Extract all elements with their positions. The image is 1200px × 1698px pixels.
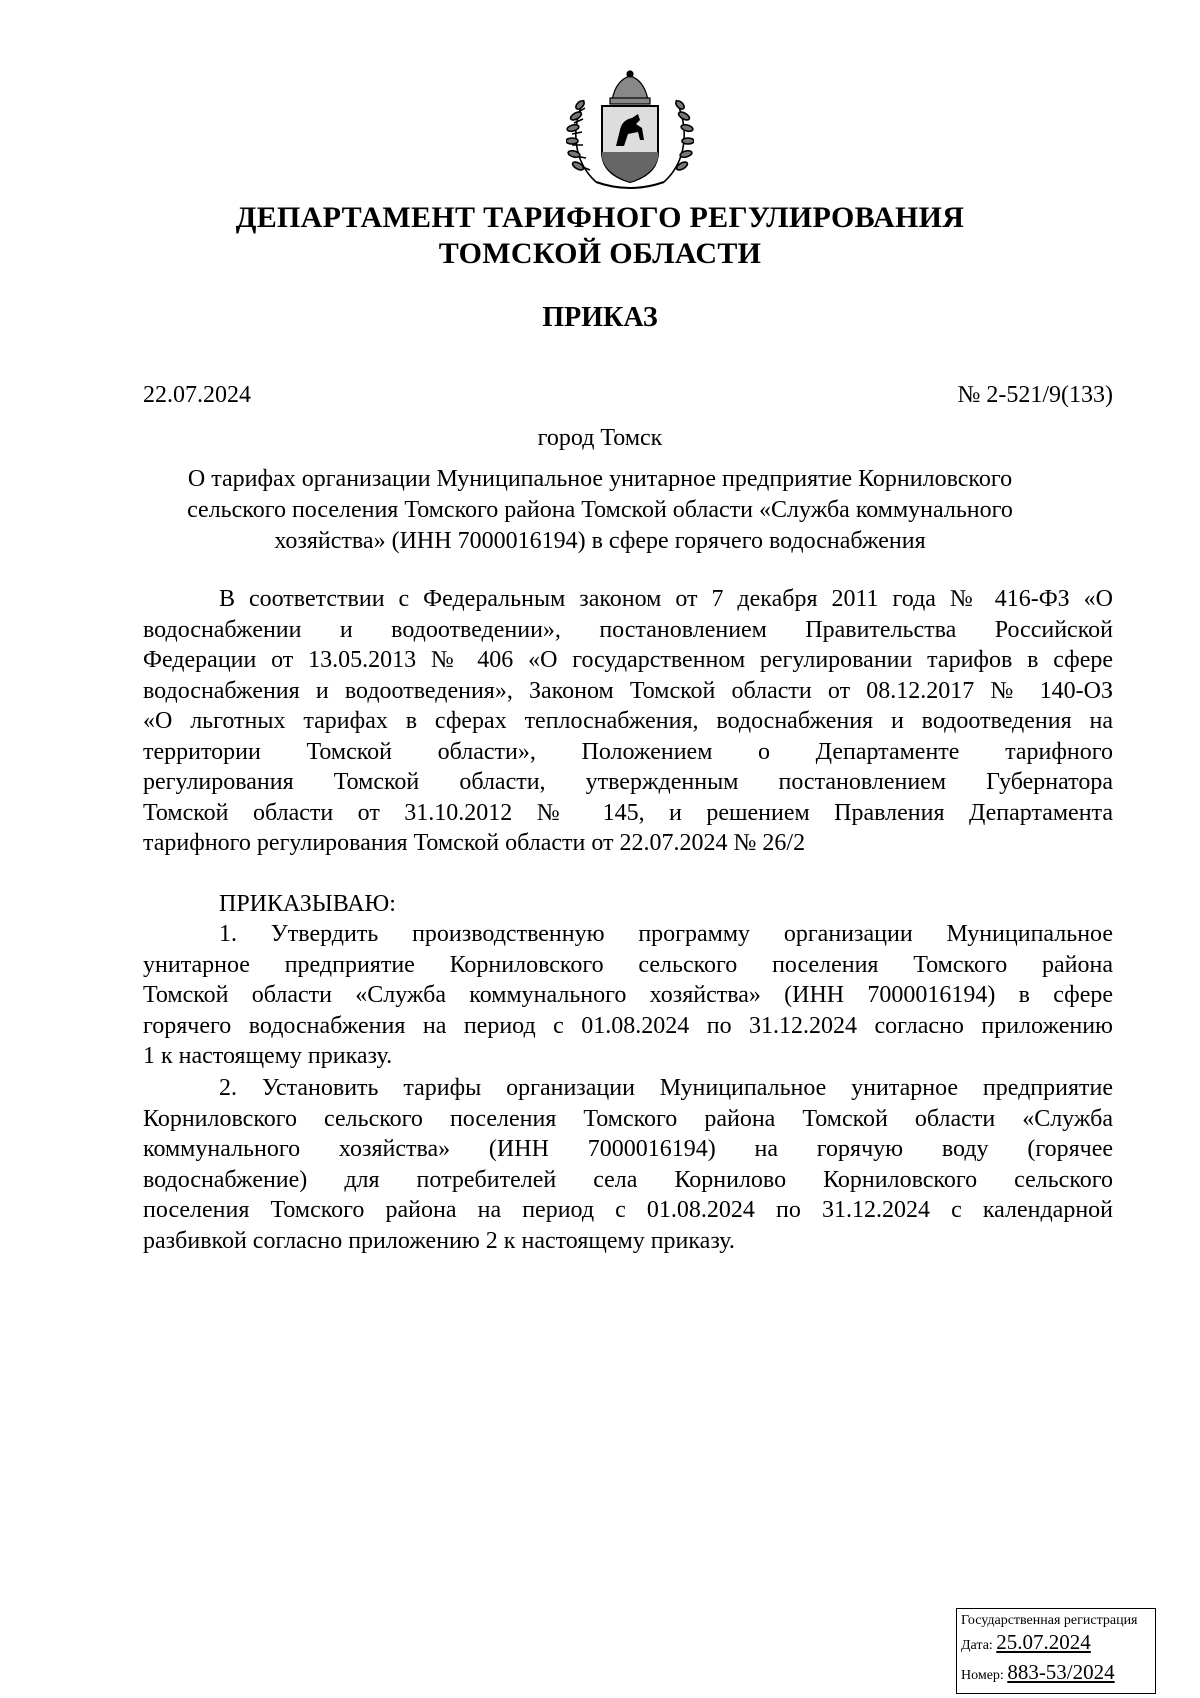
item-line: водоснабжение) для потребителей села Корнилово Корниловского сельского — [143, 1166, 1113, 1193]
registration-number-row — [961, 1659, 1149, 1689]
subject-line: сельского поселения Томского района Томской области «Служба коммунального — [187, 497, 1013, 523]
coat-of-arms-icon — [566, 70, 694, 194]
registration-number-label: Номер: — [961, 1668, 1004, 1683]
order-subject — [150, 464, 1050, 557]
order-title: ПРИКАЗ — [542, 302, 658, 333]
registration-stamp — [956, 1608, 1156, 1694]
registration-date-label: Дата: — [961, 1638, 993, 1653]
registration-date-row — [961, 1629, 1149, 1659]
registration-title: Государственная регистрация — [961, 1613, 1138, 1628]
department-line-2: ТОМСКОЙ ОБЛАСТИ — [438, 237, 762, 270]
preamble-line: Томской области от 31.10.2012 № 145, и решением Правления Департамента — [143, 799, 1113, 826]
preamble-line: территории Томской области», Положением о Департаменте тарифного — [143, 738, 1113, 765]
order-city: город Томск — [537, 425, 663, 451]
subject-line: хозяйства» (ИНН 7000016194) в сфере горячего водоснабжения — [274, 528, 926, 554]
order-number: № 2-521/9(133) — [957, 382, 1113, 408]
preamble-line: В соответствии с Федеральным законом от 7 декабря 2011 года № 416-ФЗ «О — [219, 586, 1113, 612]
item-line: поселения Томского района на период с 01.08.2024 по 31.12.2024 с календарной — [143, 1197, 1113, 1223]
preamble-line: водоснабжении и водоотведении», постановлением Правительства Российской — [143, 616, 1113, 643]
order-item-1 — [143, 919, 1113, 1072]
department-line-1: ДЕПАРТАМЕНТ ТАРИФНОГО РЕГУЛИРОВАНИЯ — [235, 201, 965, 234]
preamble-line: тарифного регулирования Томской области от 22.07.2024 № 26/2 — [143, 830, 806, 856]
preamble-line: водоснабжения и водоотведения», Законом Томской области от 08.12.2017 № 140-ОЗ — [143, 677, 1113, 704]
preamble-paragraph — [143, 584, 1113, 859]
preamble-line: Федерации от 13.05.2013 № 406 «О государственном регулировании тарифов в сфере — [143, 647, 1113, 673]
department-name — [150, 200, 1050, 272]
preamble-line: регулирования Томской области, утвержденным постановлением Губернатора — [143, 769, 1113, 795]
item-line: разбивкой согласно приложению 2 к настоящему приказу. — [143, 1227, 735, 1254]
item-line: горячего водоснабжения на период с 01.08.2024 по 31.12.2024 согласно приложению — [143, 1012, 1113, 1039]
item-line: 1 к настоящему приказу. — [143, 1043, 393, 1069]
item-line: Томской области «Служба коммунального хозяйства» (ИНН 7000016194) в сфере — [143, 982, 1113, 1008]
order-item-2 — [143, 1073, 1113, 1256]
registration-number-value: 883-53/2024 — [1007, 1660, 1115, 1684]
subject-line: О тарифах организации Муниципальное унитарное предприятие Корниловского — [187, 466, 1013, 492]
item-line: 1. Утвердить производственную программу организации Муниципальное — [219, 921, 1113, 947]
registration-date-value: 25.07.2024 — [996, 1630, 1091, 1654]
preamble-line: «О льготных тарифах в сферах теплоснабжения, водоснабжения и водоотведения на — [143, 708, 1113, 734]
item-line: коммунального хозяйства» (ИНН 7000016194) на горячую воду (горячее — [143, 1136, 1113, 1162]
item-line: 2. Установить тарифы организации Муниципальное унитарное предприятие — [219, 1075, 1113, 1101]
item-line: Корниловского сельского поселения Томского района Томской области «Служба — [143, 1105, 1113, 1132]
directive-heading: ПРИКАЗЫВАЮ: — [219, 891, 396, 917]
order-date: 22.07.2024 — [143, 382, 251, 408]
item-line: унитарное предприятие Корниловского сельского поселения Томского района — [143, 951, 1113, 978]
